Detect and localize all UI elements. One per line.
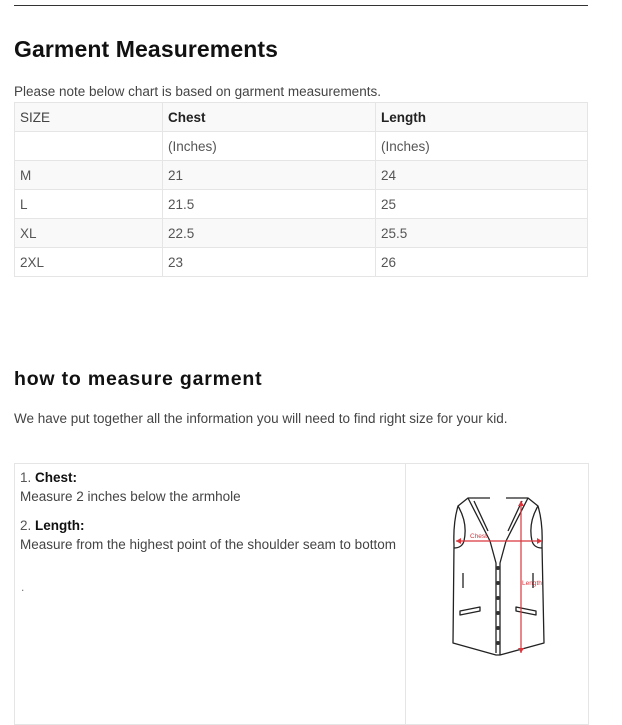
vest-outline <box>453 498 544 655</box>
table-row <box>15 161 588 190</box>
chest-arrow-left <box>456 538 461 544</box>
chest-diagram-label: Chest <box>470 533 487 540</box>
cell-length: 25.5 <box>376 219 588 248</box>
cell-chest: 21 <box>163 161 376 190</box>
step-length <box>20 518 396 552</box>
table-row <box>15 248 588 277</box>
chest-arrow-right <box>537 538 542 544</box>
header-length: Length <box>376 103 588 132</box>
vest-left-pocket <box>460 607 480 615</box>
how-to-measure-heading: how to measure garment <box>14 368 263 390</box>
vest-left-collar <box>474 501 488 531</box>
size-chart-table <box>14 102 588 277</box>
measurement-steps <box>20 470 396 566</box>
chart-note: Please note below chart is based on garment measurements. <box>14 84 381 99</box>
table-row <box>15 190 588 219</box>
cell-size: L <box>15 190 163 219</box>
trailing-mark: . <box>21 580 25 594</box>
guide-column-divider <box>405 464 406 724</box>
table-row <box>15 219 588 248</box>
step-title: 2. Length: <box>20 518 85 533</box>
cell-chest: 22.5 <box>163 219 376 248</box>
table-header-row <box>15 103 588 132</box>
unit-length: (Inches) <box>376 132 588 161</box>
cell-size: XL <box>15 219 163 248</box>
cell-length: 25 <box>376 190 588 219</box>
length-diagram-label: Length <box>522 580 542 587</box>
step-chest <box>20 470 396 504</box>
page-title: Garment Measurements <box>14 36 279 62</box>
cell-chest: 21.5 <box>163 190 376 219</box>
vest-right-lapel <box>500 498 528 655</box>
how-to-intro: We have put together all the information you will need to find right size for your kid. <box>14 411 508 426</box>
length-arrow-top <box>518 501 524 506</box>
table-units-row <box>15 132 588 161</box>
vest-left-lapel <box>468 498 496 653</box>
header-size: SIZE <box>15 103 163 132</box>
cell-size: 2XL <box>15 248 163 277</box>
unit-chest: (Inches) <box>163 132 376 161</box>
cell-length: 26 <box>376 248 588 277</box>
step-description: Measure from the highest point of the shoulder seam to bottom <box>20 537 396 552</box>
top-divider <box>14 5 588 6</box>
vest-right-pocket <box>516 607 536 615</box>
vest-measurement-diagram <box>438 493 548 658</box>
cell-size: M <box>15 161 163 190</box>
cell-chest: 23 <box>163 248 376 277</box>
step-description: Measure 2 inches below the armhole <box>20 489 241 504</box>
unit-size <box>15 132 163 161</box>
cell-length: 24 <box>376 161 588 190</box>
step-title: 1. Chest: <box>20 470 78 485</box>
header-chest: Chest <box>163 103 376 132</box>
